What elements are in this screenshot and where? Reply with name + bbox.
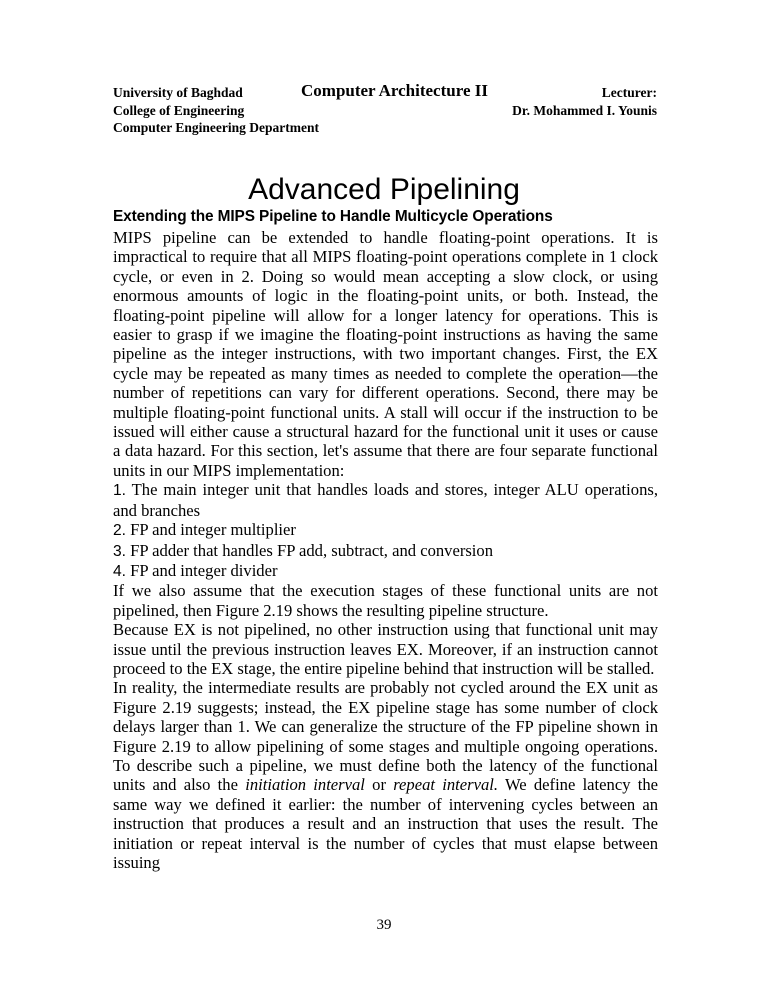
section-heading: Extending the MIPS Pipeline to Handle Multicycle Operations	[113, 208, 553, 225]
paragraph-4-text-b: We define latency the same way we defined it earlier: the number of intervening cycles between an instruction that produces a result and an instruction that uses the result. The initiation or repeat interval is the number of cycles that must elapse between issuing	[113, 775, 658, 872]
university-name: University of Baghdad	[113, 85, 243, 100]
emphasis-initiation-interval: initiation interval	[245, 775, 365, 795]
course-title: Computer Architecture II	[301, 81, 488, 100]
list-item-number: 4.	[113, 562, 127, 580]
paragraph-4	[113, 678, 658, 872]
list-item	[113, 480, 658, 520]
paragraph-3: Because EX is not pipelined, no other instruction using that functional unit may issue until the previous instruction leaves EX. Moreover, if an instruction cannot proceed to the EX stage, the entire pipeline behind that instruction will be stalled.	[113, 620, 658, 678]
college-name: College of Engineering	[113, 102, 245, 118]
list-item-label: FP and integer divider	[130, 560, 278, 580]
paragraph-4-conjunction: or	[364, 775, 394, 795]
header-row-2	[113, 102, 658, 120]
header-row-1	[113, 81, 658, 102]
page-title: Advanced Pipelining	[248, 173, 520, 207]
list-item-label: FP and integer multiplier	[130, 520, 296, 540]
paragraph-1: MIPS pipeline can be extended to handle floating-point operations. It is impractical to require that all MIPS floating-point operations complete in 1 clock cycle, or even in 2. Doing so would mean accepting a slow clock, or using enormous amounts of logic in the floating-point units, or both. Instead, the floating-point pipeline will allow for a longer latency for operations. This is easier to grasp if we imagine the floating-point instructions as having the same pipeline as the integer instructions, with two important changes. First, the EX cycle may be repeated as many times as needed to complete the operation—the number of repetitions can vary for different operations. Second, there may be multiple floating-point functional units. A stall will occur if the instruction to be issued will either cause a structural hazard for the functional unit it uses or cause a data hazard. For this section, let's assume that there are four separate functional units in our MIPS implementation:	[113, 228, 658, 480]
list-item-number: 3.	[113, 542, 127, 560]
lecturer-label: Lecturer:	[601, 85, 657, 100]
department-name: Computer Engineering Department	[113, 120, 319, 135]
list-item	[113, 561, 658, 581]
header-row-3	[113, 119, 658, 137]
list-item-number: 2.	[113, 522, 127, 540]
emphasis-repeat-interval: repeat interval.	[393, 775, 498, 795]
paragraph-2: If we also assume that the execution stages of these functional units are not pipelined, then Figure 2.19 shows the resulting pipeline structure.	[113, 581, 658, 620]
lecturer-name: Dr. Mohammed I. Younis	[512, 102, 657, 118]
paragraph-4-text-a: In reality, the intermediate results are probably not cycled around the EX unit as Figure 2.19 suggests; instead, the EX pipeline stage has some number of clock delays larger than 1. We can generalize the structure of the FP pipeline shown in Figure 2.19 to allow pipelining of some stages and multiple ongoing operations. To describe such a pipeline, we must define both the latency of the functional units and also the	[113, 678, 658, 795]
list-item-number: 1.	[113, 482, 127, 500]
list-item	[113, 520, 658, 540]
document-header	[113, 81, 658, 137]
list-item-label: The main integer unit that handles loads and stores, integer ALU operations, and branches	[113, 480, 658, 520]
list-item-label: FP adder that handles FP add, subtract, and conversion	[130, 540, 494, 560]
page-number: 39	[376, 917, 392, 933]
document-body	[113, 206, 658, 872]
list-item	[113, 541, 658, 561]
